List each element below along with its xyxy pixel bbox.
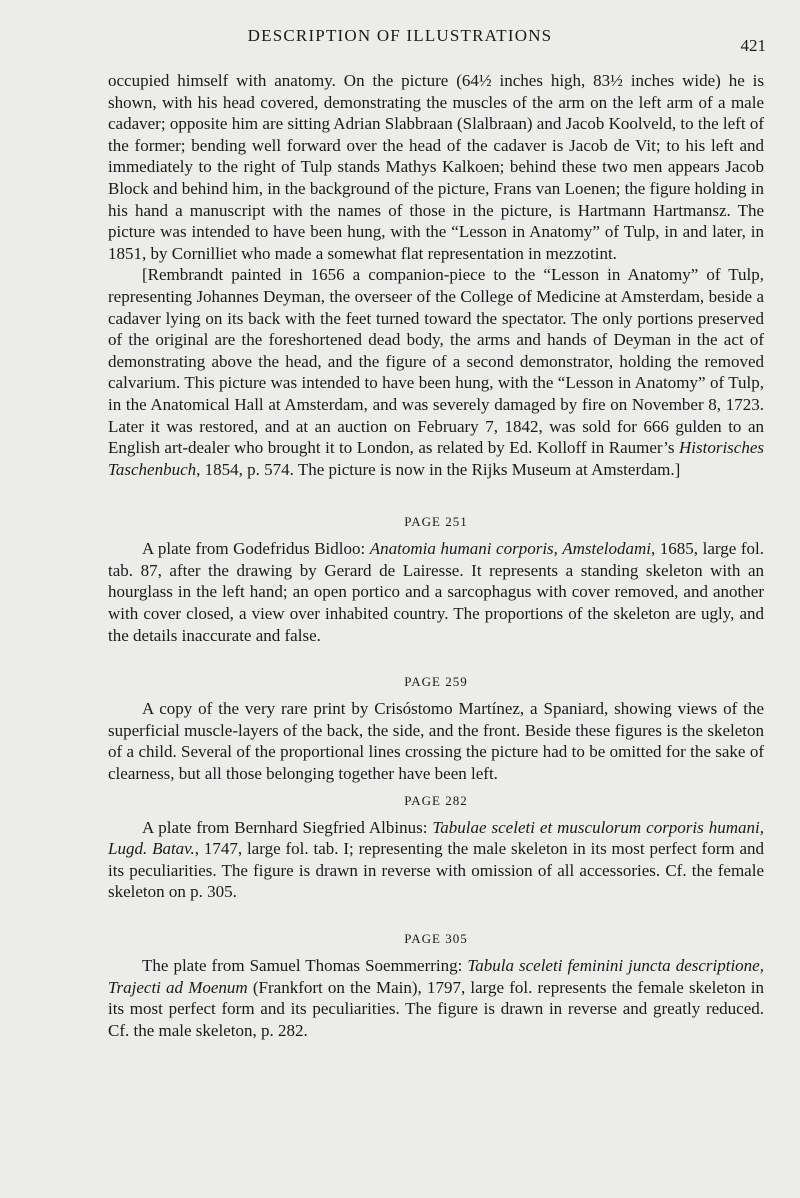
body-text <box>108 70 764 1041</box>
paragraph-continuation: occupied himself with anatomy. On the picture (64½ inches high, 83½ inches wide) he is shown, with his head covered, demonstrating the muscles of the arm on the left arm of a male cadaver; opposite him are sitting Adrian Slabbraan (Slalbraan) and Jacob Koolveld, to the left of the former; bending well forward over the head of the cadaver is Jacob de Vit; to his left and immediately to the right of Tulp stands Mathys Kalkoen; behind these two men appears Jacob Block and behind him, in the background of the picture, Frans van Loenen; the figure holding in his hand a manuscript with the names of those in the picture, is Hartmann Hartmansz. The picture was intended to have been hung, with the “Lesson in Anatomy” of Tulp, in and later, in 1851, by Cornilliet who made a somewhat flat representation in mezzotint. <box>108 71 764 263</box>
paragraph-page-259: A copy of the very rare print by Crisóstomo Martínez, a Spaniard, showing views of the superficial muscle-layers of the back, the side, and the front. Beside these figures is the skeleton of a child. Several of the proportional lines crossing the picture had to be omitted for the sake of clearness, but all those belonging together have been left. <box>108 699 764 784</box>
page-number: 421 <box>740 36 766 55</box>
section-heading-page-259: PAGE 259 <box>404 674 468 690</box>
italic-title: Tabulae sceleti et musculorum corporis humani, Lugd. Batav. <box>108 817 764 859</box>
section-heading-page-282: PAGE 282 <box>404 792 468 808</box>
section-heading-page-305: PAGE 305 <box>404 931 468 946</box>
text-span: [Rembrandt painted in 1656 a companion-piece to the “Lesson in Anatomy” of Tulp, representing Johannes Deyman, the overseer of the College of Medicine at Amsterdam, beside a cadaver lying on its back with the feet turned toward the spectator. The only portions preserved of the original are the foreshortened dead body, the arms and hands of Deyman in the act of demonstrating above the head, and the figure of a second demonstrator, holding the removed calvarium. This picture was intended to have been hung, with the “Lesson in Anatomy” of Tulp, in the Anatomical Hall at Amsterdam, and was severely damaged by fire on November 8, 1723. Later it was restored, and at an auction on February 7, 1842, was sold for 666 gulden to an English art-dealer who brought it to London, as related by Ed. Kolloff in Raumer’s <box>108 265 764 458</box>
italic-title: Anatomia humani corporis, Amstelodami <box>369 539 651 559</box>
section-heading-page-251: PAGE 251 <box>404 514 468 530</box>
text-span: (Frankfort on the Main), 1797, large fol. represents the female skeleton in its most perfect form and its peculiarities. The figure is drawn in reverse and greatly reduced. Cf. the male skeleton, p. 282. <box>108 977 764 1040</box>
paragraph-page-305 <box>108 955 764 1041</box>
text-span: A plate from Godefridus Bidloo: <box>142 539 370 559</box>
text-span: The plate from Samuel Thomas Soemmerring: <box>142 956 468 975</box>
italic-title: Historisches Taschenbuch <box>108 438 764 479</box>
text-span: , 1747, large fol. tab. I; representing the male skeleton in its most perfect form and its peculiarities. The figure is drawn in reverse with omission of all accessories. Cf. the female skeleton on p. 305. <box>108 839 764 902</box>
paragraph-page-251 <box>108 538 764 646</box>
running-head: DESCRIPTION OF ILLUSTRATIONS <box>247 26 553 45</box>
text-span: A plate from Bernhard Siegfried Albinus: <box>142 817 433 837</box>
italic-title: Tabula sceleti feminini juncta descriptione, Trajecti ad Moenum <box>108 956 764 997</box>
text-span: , 1685, large fol. tab. 87, after the drawing by Gerard de Lairesse. It represents a standing skeleton with an hourglass in the left hand; an open portico and a sarcophagus with cover removed, and another with cover closed, a view over inhabited country. The proportions of the skeleton are ugly, and the details inaccurate and false. <box>108 539 764 645</box>
paragraph-rembrandt <box>108 264 764 480</box>
text-span: , 1854, p. 574. The picture is now in the Rijks Museum at Amsterdam.] <box>196 459 681 479</box>
paragraph-page-282 <box>108 817 764 903</box>
